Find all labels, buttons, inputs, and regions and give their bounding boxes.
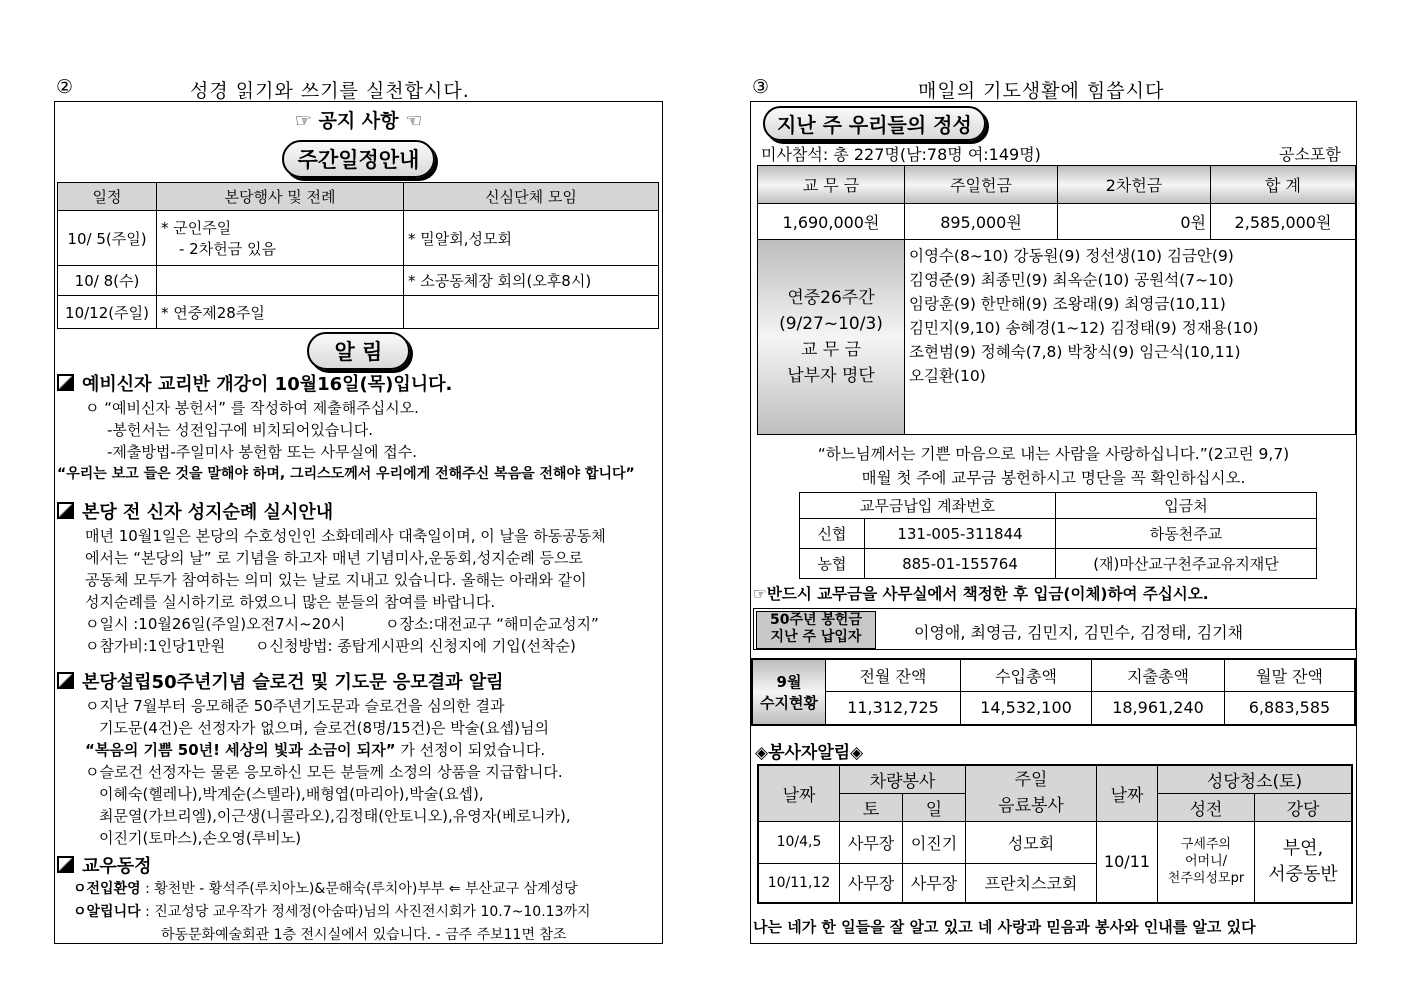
catechumen-line: ㅇ “예비신자 봉헌서” 를 작성하여 제출해주십시오. <box>85 399 419 417</box>
bottom-quote: 나는 네가 한 일들을 잘 알고 있고 네 사랑과 믿음과 봉사와 인내를 알고 있다 <box>753 918 1256 936</box>
square-bullet-icon <box>57 856 74 873</box>
schedule-row <box>58 296 659 329</box>
finance-table <box>751 658 1356 726</box>
slogan-line: ㅇ지난 7월부터 응모해준 50주년기도문과 슬로건을 심의한 결과 <box>85 697 505 715</box>
winner-names: 이혜숙(헬레나),박계순(스텔라),배형엽(마리아),박술(요셉), <box>99 785 484 803</box>
scripture-quote: “우리는 보고 들은 것을 말해야 하며, 그리스도께서 우리에게 전해주신 복음을 전해야 합니다” <box>57 466 635 482</box>
section-parish-news-title: 교우동정 <box>57 852 152 878</box>
right-page-number: ③ <box>752 76 771 98</box>
donor-label: 연중26주간 (9/27~10/3) 교 무 금 납부자 명단 <box>758 240 905 435</box>
pilgrimage-line: 매년 10월1일은 본당의 수호성인인 소화데레사 대축일이며, 이 날을 하동공동체 <box>85 527 606 545</box>
pilgrimage-date: ㅇ일시 :10월26일(주일)오전7시~20시 <box>85 615 346 633</box>
parish-news-line: ㅇ전입환영 : 황천반 - 황석주(루치아노)&문해숙(루치아)부부 ⇐ 부산교구 삼계성당 <box>73 881 578 897</box>
winner-names: 최문열(가브리엘),이근생(니콜라오),김정태(안토니오),유영자(베로니카), <box>99 807 571 825</box>
account-holder: (재)마산교구천주교유지재단 <box>1056 549 1317 579</box>
left-panel <box>54 101 663 944</box>
vol-header-sun: 일 <box>903 793 966 821</box>
schedule-event: * 군인주일 <box>161 219 232 237</box>
catechumen-line: -봉헌서는 성전입구에 비치되어있습니다. <box>107 421 374 439</box>
section-pilgrimage-title: 본당 전 신자 성지순례 실시안내 <box>57 498 333 524</box>
section-slogan-title: 본당설립50주년기념 슬로건 및 기도문 응모결과 알림 <box>57 668 504 694</box>
offering-value: 2,585,000원 <box>1211 204 1356 240</box>
account-number: 131-005-311844 <box>865 519 1056 549</box>
clean-sanctuary: 구세주의 어머니/ 천주의성모pr <box>1158 821 1255 903</box>
finance-header: 수입총액 <box>961 659 1092 691</box>
pilgrimage-fee: ㅇ참가비:1인당1만원 <box>85 637 226 655</box>
account-bank: 농협 <box>800 549 865 579</box>
notice-title: ☞ 공지 사항 ☜ <box>294 110 423 132</box>
account-number: 885-01-155764 <box>865 549 1056 579</box>
offering-header: 교 무 금 <box>758 166 905 204</box>
vol-header-drink: 주일 음료봉사 <box>966 765 1097 821</box>
finance-value: 14,532,100 <box>961 691 1092 725</box>
offering-value: 1,690,000원 <box>758 204 905 240</box>
clean-hall: 부연, 서중동반 <box>1255 821 1353 903</box>
vol-sat: 사무장 <box>840 821 903 863</box>
vol-drink: 프란치스코회 <box>966 863 1097 903</box>
donor-line: 김영준(9) 최종민(9) 최옥순(10) 공원석(7~10) <box>909 271 1234 289</box>
pilgrimage-line: 공동체 모두가 참여하는 의미 있는 날로 지내고 있습니다. 올해는 아래와 같이 <box>85 571 587 589</box>
schedule-row <box>58 266 659 296</box>
square-bullet-icon <box>57 374 74 391</box>
donor-line: 오길환(10) <box>909 367 986 385</box>
schedule-header-event: 본당행사 및 전례 <box>157 183 404 211</box>
anniversary-names: 이영애, 최영금, 김민지, 김민수, 김정태, 김기채 <box>914 623 1244 642</box>
verse: “하느님께서는 기쁜 마음으로 내는 사람을 사랑하십니다.”(2고린 9,7) <box>817 445 1290 463</box>
pilgrimage-place: ㅇ장소:대전교구 “해미순교성지” <box>385 615 599 633</box>
vol-sun: 사무장 <box>903 863 966 903</box>
schedule-date: 10/ 8(수) <box>58 266 157 296</box>
vol-drink: 성모회 <box>966 821 1097 863</box>
finance-value: 18,961,240 <box>1092 691 1225 725</box>
schedule-header-date: 일정 <box>58 183 157 211</box>
finance-value: 6,883,585 <box>1225 691 1356 725</box>
schedule-table <box>57 182 659 329</box>
pilgrimage-line: 에서는 “본당의 날” 로 기념을 하고자 매년 기념미사,운동회,성지순례 등으로 <box>85 549 583 567</box>
finance-label: 9월 수지현황 <box>752 659 826 725</box>
offering-value: 895,000원 <box>905 204 1058 240</box>
selected-slogan: “복음의 기쁨 50년! 세상의 빛과 소금이 되자” <box>85 741 396 759</box>
clean-date: 10/11 <box>1097 821 1158 903</box>
pilgrimage-apply: ㅇ신청방법: 종탑게시판의 신청지에 기입(선착순) <box>255 637 576 655</box>
account-table <box>799 492 1317 579</box>
account-header: 교무금납입 계좌번호 <box>800 493 1056 519</box>
account-note: ☞반드시 교무금을 사무실에서 책정한 후 입금(이체)하여 주십시오. <box>753 585 1209 603</box>
schedule-event: * 연중제28주일 <box>157 296 404 329</box>
vol-date: 10/4,5 <box>758 821 840 863</box>
schedule-date: 10/ 5(주일) <box>58 211 157 266</box>
vol-header-clean: 성당청소(토) <box>1158 765 1353 793</box>
offering-title: 지난 주 우리들의 정성 <box>763 106 986 141</box>
right-page-motto: 매일의 기도생활에 힘씁시다 <box>918 80 1165 102</box>
donor-line: 임랑훈(9) 한만해(9) 조왕래(9) 최영금(10,11) <box>909 295 1226 313</box>
schedule-group: * 밀알회,성모회 <box>404 211 659 266</box>
left-page-motto: 성경 읽기와 쓰기를 실천합시다. <box>190 80 470 102</box>
account-header: 입금처 <box>1056 493 1317 519</box>
offering-value: 0원 <box>1058 204 1211 240</box>
left-page-number: ② <box>56 76 75 98</box>
offering-header: 주일헌금 <box>905 166 1058 204</box>
square-bullet-icon <box>57 502 74 519</box>
vol-header-car: 차량봉사 <box>840 765 966 793</box>
schedule-event <box>157 266 404 296</box>
donor-line: 조현범(9) 정혜숙(7,8) 박창식(9) 임근식(10,11) <box>909 343 1241 361</box>
weekly-schedule-title: 주간일정안내 <box>282 140 436 178</box>
slogan-line: “복음의 기쁨 50년! 세상의 빛과 소금이 되자” 가 선정이 되었습니다. <box>85 741 546 759</box>
winner-names: 이진기(토마스),손오영(루비노) <box>99 829 302 847</box>
pilgrimage-line: 성지순례를 실시하기로 하였으니 많은 분들의 참여를 바랍니다. <box>85 593 496 611</box>
catechumen-line: -제출방법-주일미사 봉헌함 또는 사무실에 접수. <box>107 443 417 461</box>
verse-note: 매월 첫 주에 교무금 봉헌하시고 명단을 꼭 확인하십시오. <box>861 469 1246 487</box>
offering-header: 2차헌금 <box>1058 166 1211 204</box>
vol-row <box>758 821 1352 863</box>
slogan-line: 기도문(4건)은 선정자가 없으며, 슬로건(8명/15건)은 박술(요셉)님의 <box>99 719 549 737</box>
donor-line: 이영수(8~10) 강동원(9) 정선생(10) 김금안(9) <box>909 247 1234 265</box>
donor-line: 김민지(9,10) 송혜경(1~12) 김정태(9) 정재용(10) <box>909 319 1259 337</box>
attendance-note: 공소포함 <box>1279 145 1341 164</box>
attendance: 미사참석: 총 227명(남:78명 여:149명) <box>761 145 1041 164</box>
finance-header: 월말 잔액 <box>1225 659 1356 691</box>
schedule-group: * 소공동체장 회의(오후8시) <box>404 266 659 296</box>
finance-value: 11,312,725 <box>826 691 961 725</box>
offering-table <box>757 165 1356 435</box>
schedule-event-sub: - 2차헌금 있음 <box>179 240 276 258</box>
vol-header-sanctuary: 성전 <box>1158 793 1255 821</box>
schedule-group <box>404 296 659 329</box>
vol-header-date: 날짜 <box>758 765 840 821</box>
alim-title: 알 림 <box>307 332 411 370</box>
parish-news-line: ㅇ알립니다 : 진교성당 교우작가 정세정(아숨따)님의 사진전시회가 10.7~10.13까지 <box>73 904 591 920</box>
schedule-header-group: 신심단체 모임 <box>404 183 659 211</box>
right-panel <box>750 101 1357 944</box>
volunteer-title: ◈봉사자알림◈ <box>755 743 864 763</box>
finance-header: 지출총액 <box>1092 659 1225 691</box>
vol-sat: 사무장 <box>840 863 903 903</box>
account-bank: 신협 <box>800 519 865 549</box>
anniversary-box <box>753 608 1356 650</box>
offering-header: 합 계 <box>1211 166 1356 204</box>
parish-news-line: 하동문화예술회관 1층 전시실에서 있습니다. - 금주 주보11면 참조 <box>161 927 567 943</box>
anniversary-label: 50주년 봉헌금 지난 주 납입자 <box>756 611 876 649</box>
section-catechumen-title: 예비신자 교리반 개강이 10월16일(목)입니다. <box>57 370 452 396</box>
square-bullet-icon <box>57 672 74 689</box>
volunteer-table <box>757 764 1353 904</box>
schedule-date: 10/12(주일) <box>58 296 157 329</box>
vol-sun: 이진기 <box>903 821 966 863</box>
schedule-row <box>58 211 659 266</box>
vol-date: 10/11,12 <box>758 863 840 903</box>
account-holder: 하동천주교 <box>1056 519 1317 549</box>
vol-header-date2: 날짜 <box>1097 765 1158 821</box>
slogan-line: ㅇ슬로건 선정자는 물론 응모하신 모든 분들께 소정의 상품을 지급합니다. <box>85 763 563 781</box>
vol-header-hall: 강당 <box>1255 793 1353 821</box>
vol-header-sat: 토 <box>840 793 903 821</box>
donor-list <box>905 240 1356 435</box>
finance-header: 전월 잔액 <box>826 659 961 691</box>
